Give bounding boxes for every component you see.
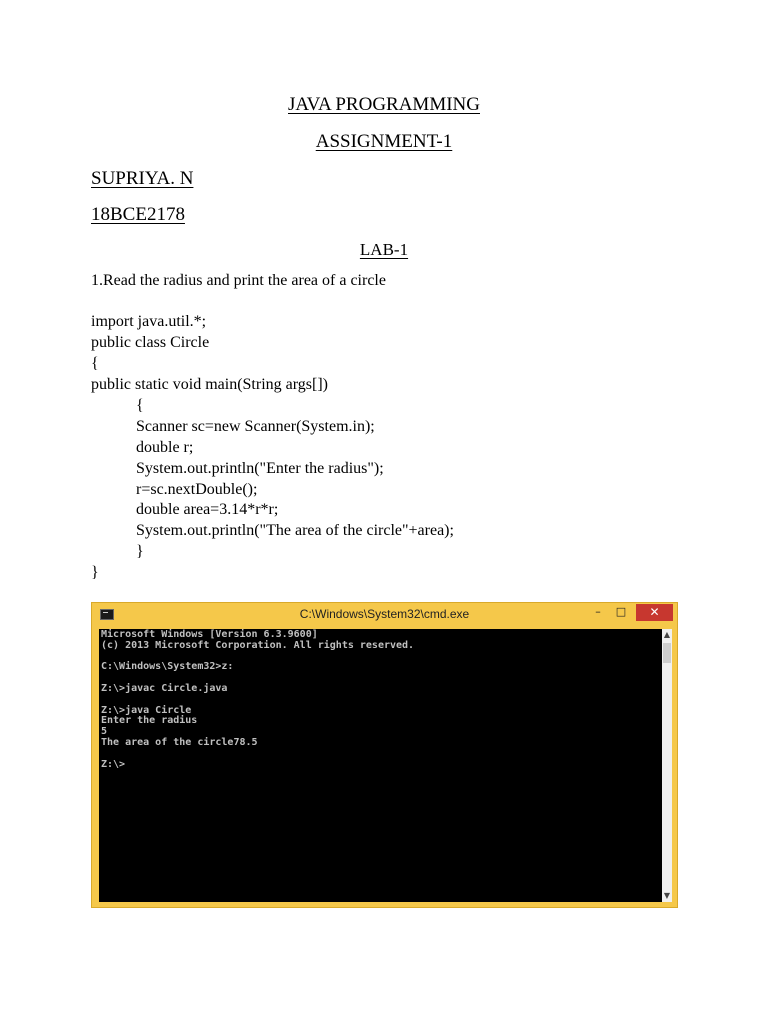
code-line: r=sc.nextDouble(); — [136, 481, 258, 498]
code-line: public class Circle — [91, 334, 210, 351]
code-line: { — [136, 397, 144, 414]
code-line: public static void main(String args[]) — [91, 376, 328, 393]
code-line: { — [91, 355, 99, 372]
minimize-icon: – — [595, 605, 601, 618]
code-line: System.out.println("Enter the radius"); — [136, 460, 384, 477]
lab-heading: LAB-1 — [359, 240, 409, 259]
registration-number: 18BCE2178 — [91, 204, 185, 225]
code-line: Scanner sc=new Scanner(System.in); — [136, 418, 375, 435]
code-line: double r; — [136, 439, 194, 456]
console-output: Microsoft Windows [Version 6.3.9600] (c) 2013 Microsoft Corporation. All rights reserved. C:\Windows\System32>z: Z:\>javac Circle.java Z:\>java Circle Enter the radius 5 The area of the circle78.5 Z:\> — [101, 629, 415, 770]
page-title: JAVA PROGRAMMING — [288, 94, 480, 115]
scroll-up-icon: ▲ — [663, 630, 671, 639]
code-line: } — [136, 543, 144, 560]
scroll-down-icon: ▼ — [663, 891, 671, 900]
close-icon: ✕ — [636, 604, 673, 621]
code-line: import java.util.*; — [91, 313, 207, 330]
code-line: System.out.println("The area of the circle"+area); — [136, 522, 454, 539]
maximize-icon: □ — [615, 605, 627, 618]
code-line: } — [91, 564, 99, 581]
console-scrollbar — [662, 629, 672, 902]
cmd-title-bar — [92, 603, 677, 627]
code-line: double area=3.14*r*r; — [136, 501, 279, 518]
console-area — [99, 629, 662, 902]
cmd-window-screenshot — [91, 602, 678, 908]
student-name: SUPRIYA. N — [91, 168, 194, 189]
question-text: 1.Read the radius and print the area of a circle — [91, 272, 386, 289]
scroll-thumb — [663, 643, 671, 663]
cmd-window-title: C:\Windows\System32\cmd.exe — [299, 607, 470, 621]
assignment-heading: ASSIGNMENT-1 — [315, 131, 453, 152]
